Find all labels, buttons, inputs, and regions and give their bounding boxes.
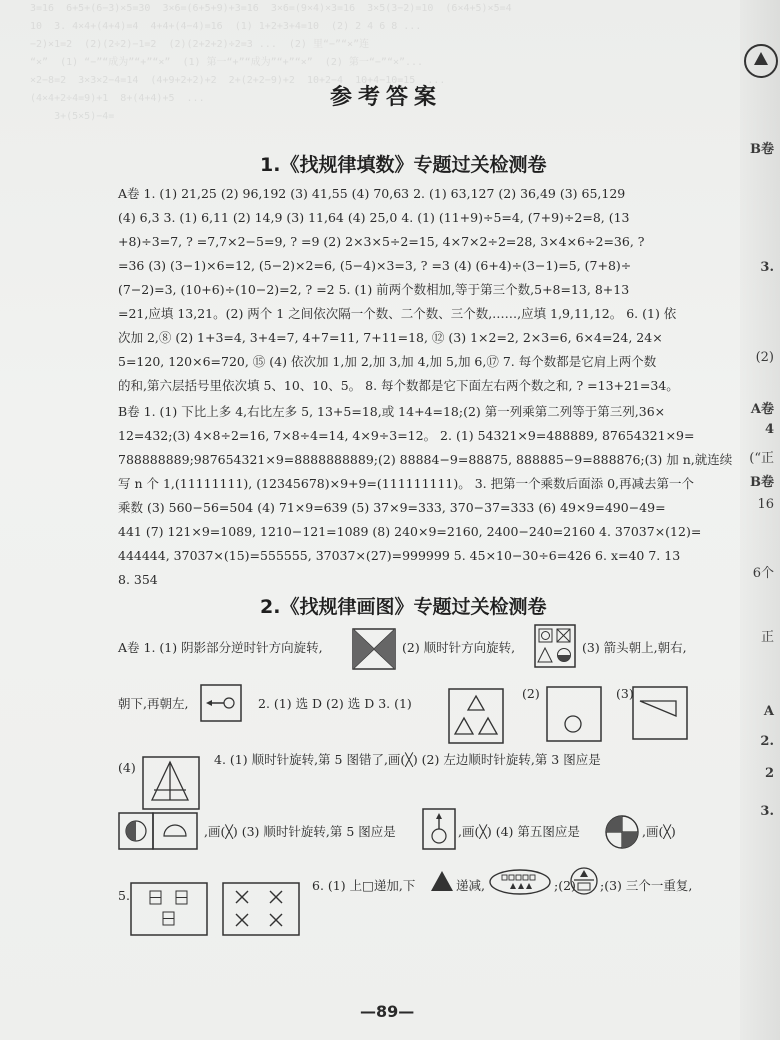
answer-text: 递减,: [456, 878, 485, 893]
answer-text: ,画(╳): [642, 824, 676, 839]
answer-text: (4): [118, 760, 136, 775]
edge-text: 2.: [760, 734, 774, 749]
edge-text: (2): [755, 350, 774, 365]
symbol-grid-figure: [534, 624, 576, 668]
edge-text: 3.: [760, 804, 774, 819]
edge-text: 2: [764, 766, 774, 781]
answer-line: B卷 1. (1) 下比上多 4,右比左多 5, 13+5=18,或 14+4=18;(2) 第一列乘第二列等于第三列,36×: [118, 404, 666, 419]
rotated-square-figure: [352, 628, 396, 670]
answer-text: ;(3) 三个一重复,: [600, 878, 693, 893]
wedge-figure: [632, 686, 688, 740]
next-page-edge: [740, 0, 780, 1040]
answer-line: 8. 354: [118, 572, 158, 587]
answer-line: 次加 2,⑧ (2) 1+3=4, 3+4=7, 4+7=11, 7+11=18, ⑫ (3) 1×2=2, 2×3=6, 6×4=24, 24×: [118, 330, 663, 345]
edge-text: B卷: [750, 475, 774, 490]
answer-text: 朝下,再朝左,: [118, 696, 189, 711]
section-heading-2: 2.《找规律画图》专题过关检测卷: [260, 596, 547, 618]
ghost-line: ×2−8=2 3×3×2−4=14 (4+9+2+2)+2 2+(2+2−9)+2 10+2−4 10+4−10=15 ...: [30, 75, 446, 86]
ghost-line: 3=16 6+5+(6−3)×5=30 3×6=(6+5+9)+3=16 3×6=(9×4)×3=16 3×5(3−2)=10 (6×4+5)×5=4: [30, 3, 512, 14]
answer-text: (3): [616, 686, 634, 701]
answer-line: 写 n 个 1,(11111111), (12345678)×9+9=(111111111)。 3. 把第一个乘数后面添 0,再减去第一个: [118, 476, 695, 491]
answer-line: 444444, 37037×(15)=555555, 37037×(27)=999999 5. 45×10−30÷6=426 6. x=40 7. 13: [118, 548, 681, 563]
answer-text: 4. (1) 顺时针旋转,第 5 图错了,画(╳) (2) 左边顺时针旋转,第 3 图应是: [214, 752, 601, 767]
edge-text: B卷: [750, 142, 774, 157]
edge-text: 3.: [760, 260, 774, 275]
edge-text: 16: [757, 497, 774, 512]
answer-line: (4) 6,3 3. (1) 6,11 (2) 14,9 (3) 11,64 (4) 25,0 4. (1) (11+9)÷5=4, (7+9)÷2=8, (13: [118, 210, 630, 225]
arrow-circle-figure: [200, 684, 242, 722]
ghost-line: (4×4+2÷4=9)+1 8+(4+4)+5 ...: [30, 93, 205, 104]
ghost-line: 10 3. 4×4+(4+4)=4 4+4+(4−4)=16 (1) 1+2+3+4=10 (2) 2 4 6 8 ...: [30, 21, 422, 32]
answer-line: 441 (7) 121×9=1089, 1210−121=1089 (8) 240×9=2160, 2400−240=2160 4. 37037×(12)=: [118, 524, 702, 539]
oval-pattern-figure: [488, 868, 552, 896]
edge-text: A卷: [750, 402, 774, 417]
answer-text: 5.: [118, 888, 130, 903]
answer-line: A卷 1. (1) 21,25 (2) 96,192 (3) 41,55 (4) 70,63 2. (1) 63,127 (2) 36,49 (3) 65,129: [118, 186, 626, 201]
section-heading-1: 1.《找规律填数》专题过关检测卷: [260, 154, 547, 176]
answer-line: (7−2)=3, (10+6)÷(10−2)=2, ? =2 5. (1) 前两个数相加,等于第三个数,5+8=13, 8+13: [118, 282, 630, 297]
page-title: 参考答案: [330, 84, 443, 110]
edge-text: A: [763, 704, 774, 719]
ghost-line: “×” (1) “−”“成为”“+”“×” (1) 第一“+”“成为”“+”“×” (2) 第一“−”“×”...: [30, 57, 424, 68]
page-number: —89—: [360, 1002, 415, 1021]
answer-line: 乘数 (3) 560−56=504 (4) 71×9=639 (5) 37×9=333, 370−37=333 (6) 49×9=490−49=: [118, 500, 666, 515]
edge-text: 正: [760, 630, 774, 645]
filled-triangle-icon: [430, 870, 454, 892]
logo-icon: [744, 44, 778, 78]
quartered-circle-figure: [604, 814, 640, 850]
answer-text: ,画(╳) (4) 第五图应是: [458, 824, 580, 839]
answer-line: 的和,第六层括号里依次填 5、10、10、5。 8. 每个数都是它下面左右两个数之和, ? =13+21=34。: [118, 378, 679, 393]
answer-text: 6. (1) 上□递加,下: [312, 878, 416, 893]
arrow-up-circle-figure: [422, 808, 456, 850]
answer-line: 788888889;987654321×9=8888888889;(2) 88884−9=88875, 888885−9=888876;(3) 加 n,就连续: [118, 452, 733, 467]
crosses-figure: [222, 882, 300, 936]
answer-text: 2. (1) 选 D (2) 选 D 3. (1): [258, 696, 412, 711]
answer-line: 12=432;(3) 4×8÷2=16, 7×8÷4=14, 4×9÷3=12。 2. (1) 54321×9=488889, 87654321×9=: [118, 428, 695, 443]
edge-text: (“正: [749, 451, 774, 466]
answer-text: A卷 1. (1) 阴影部分逆时针方向旋转,: [118, 640, 323, 655]
answer-line: =36 (3) (3−1)×6=12, (5−2)×2=6, (5−4)×3=3, ? =3 (4) (6+4)÷(3−1)=5, (7+8)÷: [118, 258, 632, 273]
edge-text: 4: [764, 422, 774, 437]
ghost-line: −2)×1=2 (2)(2÷2)−1=2 (2)(2+2+2)÷2=3 ... (2) 里“−”“×”连: [30, 39, 370, 50]
edge-text: 6个: [752, 566, 774, 581]
rectangles-figure: [130, 882, 208, 936]
answer-text: (2) 顺时针方向旋转,: [402, 640, 516, 655]
answer-text: ;(2): [554, 878, 576, 893]
answer-line: =21,应填 13,21。(2) 两个 1 之间依次隔一个数、二个数、三个数,……,应填 1,9,11,12。 6. (1) 依: [118, 306, 677, 321]
stacked-shapes-figure: [570, 866, 598, 896]
triangles-figure: [448, 688, 504, 744]
circle-figure: [546, 686, 602, 742]
triangle-line-figure: [142, 756, 200, 810]
answer-text: ,画(╳) (3) 顺时针旋转,第 5 图应是: [204, 824, 396, 839]
answer-line: 5=120, 120×6=720, ⑮ (4) 依次加 1,加 2,加 3,加 4,加 5,加 6,⑰ 7. 每个数都是它肩上两个数: [118, 354, 657, 369]
semicircle-pair-figure: [118, 812, 198, 850]
answer-text: (2): [522, 686, 540, 701]
answer-line: +8)÷3=7, ? =7,7×2−5=9, ? =9 (2) 2×3×5÷2=15, 4×7×2÷2=28, 3×4×6÷2=36, ?: [118, 234, 645, 249]
answer-text: (3) 箭头朝上,朝右,: [582, 640, 687, 655]
ghost-line: 3+(5×5)−4=: [30, 111, 133, 122]
